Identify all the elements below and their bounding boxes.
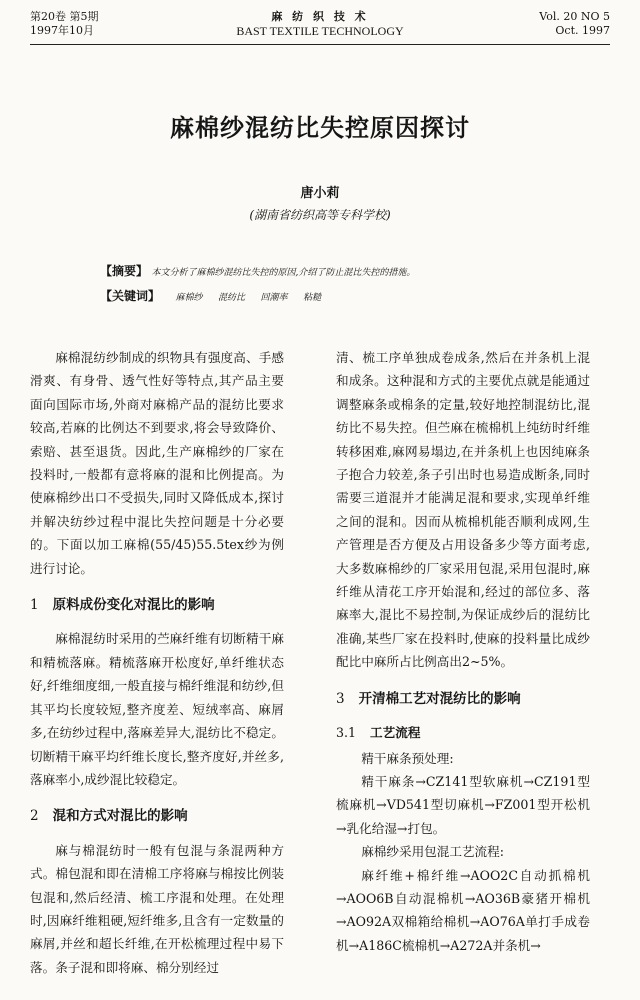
journal-name-cn: 麻 纺 织 技 术: [271, 10, 369, 23]
keyword: 回潮率: [260, 293, 288, 303]
section-number: 3: [336, 690, 345, 707]
right-column: [336, 346, 590, 957]
section-title: 开清棉工艺对混纺比的影响: [358, 690, 521, 707]
keyword: 粘糙: [303, 293, 322, 303]
section-3-heading: [336, 688, 590, 711]
blend-process-label: 麻棉纱采用包混工艺流程:: [361, 844, 504, 860]
section-2-heading: [30, 805, 284, 828]
author-affiliation: (湖南省纺织高等专科学校): [249, 208, 391, 222]
author-name: 唐小莉: [300, 186, 340, 201]
continued-paragraph: 清、梳工序单独成卷成条,然后在并条机上混和成条。这种混和方式的主要优点就是能通过调整麻条或棉条的定量,较好地控制混纺比,混纺比不易失控。但苎麻在梳棉机上纯纺时纤维转移困难,麻网易塌边,在并条机上也因纯麻条子抱合力较差,条子引出时也易造成断条,同时需要三道混并才能满足混和要求,实现单纤维之间的混和。因而从梳棉机能否顺利成网,生产管理是否方便及占用设备多少等方面考虑,大多数麻棉纱的厂家采用包混,采用包混时,麻纤维从清花工序开始混和,经过的部位多、落麻率大,混比不易控制,为保证成纱后的混纺比准确,某些厂家在投料时,使麻的投料量比成纱配比中麻所占比例高出2~5%。: [336, 350, 590, 670]
date-en: Oct. 1997: [555, 24, 610, 37]
pretreatment-label: 精干麻条预处理:: [361, 750, 454, 766]
blend-process-flow: 麻纤维+棉纤维→AOO2C自动抓棉机→AOO6B自动混棉机→AO36B豪猪开棉机→AO92A双棉箱给棉机→AO76A单打手成卷机→A186C梳棉机→A272A并条机→: [336, 867, 590, 953]
keyword: 混纺比: [218, 293, 246, 303]
subsection-3-1-heading: [336, 721, 590, 744]
abstract-label: 【摘要】: [100, 264, 149, 278]
section-number: 2: [30, 808, 39, 825]
subsection-title: 工艺流程: [370, 725, 421, 741]
section-1-paragraph: 麻棉混纺时采用的苎麻纤维有切断精干麻和精梳落麻。精梳落麻开松度好,单纤维状态好,纤维细度细,一般直接与棉纤维混和纺纱,但其平均长度较短,整齐度差、短绒率高、麻屑多,在纺纱过程中,落麻差异大,混纺比不稳定。切断精干麻平均纤维长度长,整齐度好,并丝多,落麻率小,成纱混比较稳定。: [30, 631, 284, 787]
publication-date: 1997年10月: [30, 24, 94, 37]
left-column: [30, 346, 284, 979]
section-number: 1: [30, 597, 39, 614]
journal-name-en: BAST TEXTILE TECHNOLOGY: [236, 24, 404, 38]
keywords-label: 【关键词】: [100, 289, 161, 303]
subsection-number: 3.1: [336, 725, 357, 741]
volume-number-en: Vol. 20 NO 5: [539, 10, 610, 23]
keyword: 麻棉纱: [175, 293, 203, 303]
pretreatment-flow: 精干麻条→CZ141型软麻机→CZ191型梳麻机→VD541型切麻机→FZ001型开松机→乳化给湿→打包。: [336, 773, 590, 836]
running-header-right: [539, 10, 610, 38]
keywords: [100, 287, 321, 304]
paper-title: 麻棉纱混纺比失控原因探讨: [170, 113, 470, 142]
section-1-heading: [30, 594, 284, 617]
section-title: 原料成份变化对混比的影响: [52, 597, 215, 614]
section-2-paragraph: 麻与棉混纺时一般有包混与条混两种方式。棉包混和即在清棉工序将麻与棉按比例装包混和,然后经清、梳工序混和处理。在处理时,因麻纤维粗硬,短纤维多,且含有一定数量的麻屑,并丝和超长纤维,在开松梳理过程中易下落。条子混和即将麻、棉分别经过: [30, 842, 284, 975]
abstract-text: 本文分析了麻棉纱混纺比失控的原因,介绍了防止混比失控的措施。: [151, 268, 416, 278]
volume-issue: 第20卷 第5期: [30, 10, 99, 23]
section-title: 混和方式对混比的影响: [52, 808, 188, 825]
header-rule: [30, 44, 610, 45]
abstract: [100, 262, 415, 279]
intro-paragraph: 麻棉混纺纱制成的织物具有强度高、手感滑爽、有身骨、透气性好等特点,其产品主要面向国际市场,外商对麻棉产品的混纺比要求较高,若麻的比例达不到要求,将会导致降价、索赔、甚至退货。因此,生产麻棉纱的厂家在投料时,一般都有意将麻的混和比例提高。为使麻棉纱出口不受损失,同时又降低成本,探讨并解决纺纱过程中混比失控问题是十分必要的。下面以加工麻棉(55/45)55.5tex纱为例进行讨论。: [30, 350, 284, 576]
